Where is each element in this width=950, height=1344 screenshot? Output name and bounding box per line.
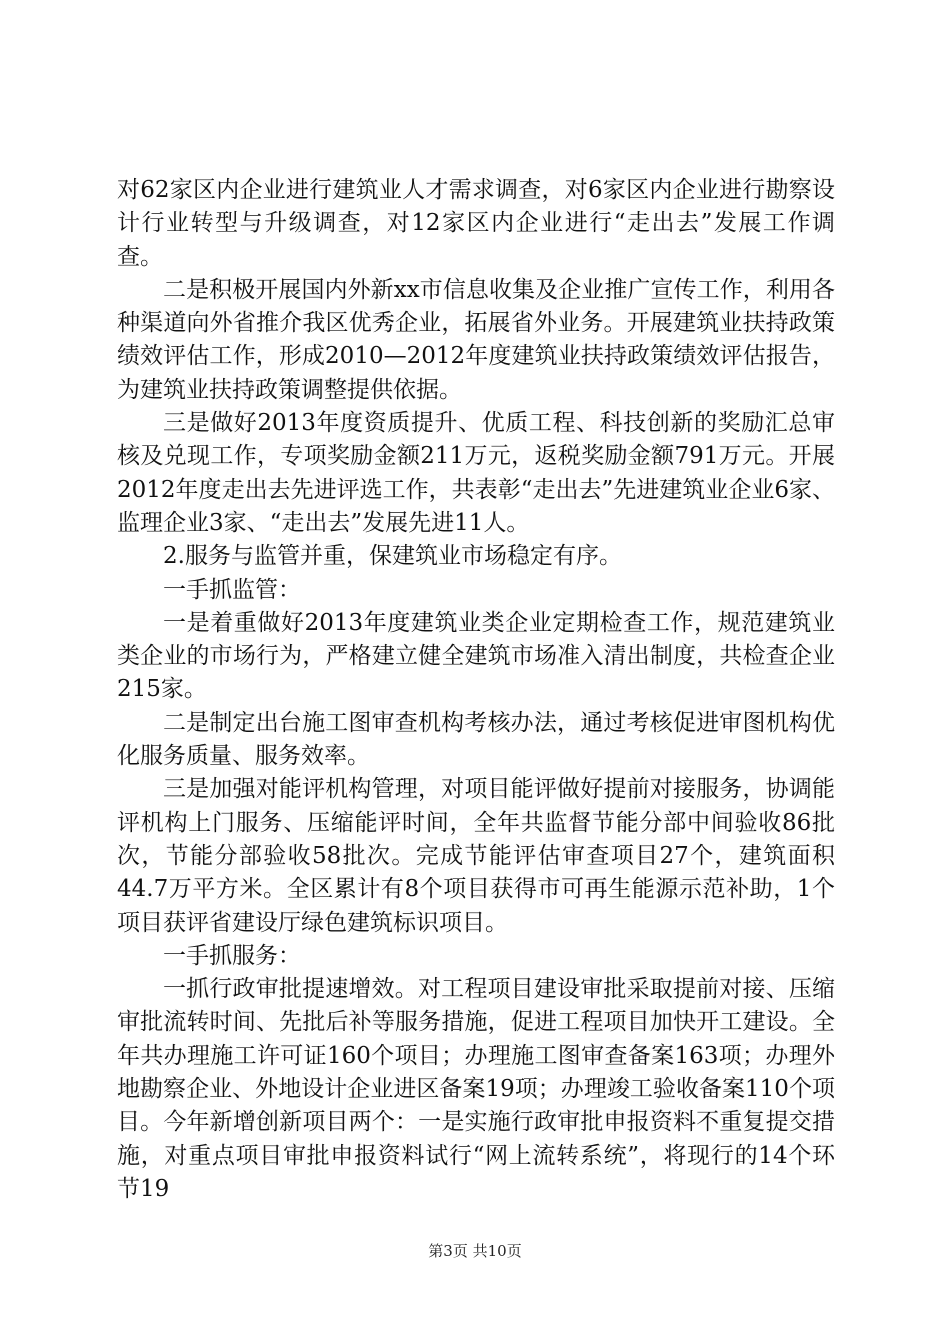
paragraph: 二是积极开展国内外新xx市信息收集及企业推广宣传工作，利用各种渠道向外省推介我区优秀企业，拓展省外业务。开展建筑业扶持政策绩效评估工作，形成2010—2012年度建筑业扶持政策绩效评估报告，为建筑业扶持政策调整提供依据。 <box>117 276 835 403</box>
paragraph: 一抓行政审批提速增效。对工程项目建设审批采取提前对接、压缩审批流转时间、先批后补等服务措施，促进工程项目加快开工建设。全年共办理施工许可证160个项目；办理施工图审查备案163项；办理外地勘察企业、外地设计企业进区备案19项；办理竣工验收备案110个项目。今年新增创新项目两个：一是实施行政审批申报资料不重复提交措施，对重点项目审批申报资料试行“网上流转系统”，将现行的14个环节19 <box>117 976 835 1202</box>
document-body <box>117 174 835 1206</box>
paragraph: 三是加强对能评机构管理，对项目能评做好提前对接服务，协调能评机构上门服务、压缩能评时间，全年共监督节能分部中间验收86批次，节能分部验收58批次。完成节能评估审查项目27个，建筑面积44.7万平方米。全区累计有8个项目获得市可再生能源示范补助，1个项目获评省建设厅绿色建筑标识项目。 <box>117 776 835 936</box>
paragraph: 一是着重做好2013年度建筑业类企业定期检查工作，规范建筑业类企业的市场行为，严格建立健全建筑市场准入清出制度，共检查企业215家。 <box>117 609 835 703</box>
subsection-heading: 一手抓监管： <box>163 576 301 603</box>
page-number-footer: 第3页 共10页 <box>428 1242 522 1260</box>
paragraph: 二是制定出台施工图审查机构考核办法，通过考核促进审图机构优化服务质量、服务效率。 <box>117 709 835 770</box>
section-heading: 2.服务与监管并重，保建筑业市场稳定有序。 <box>163 543 622 570</box>
paragraph: 对62家区内企业进行建筑业人才需求调查，对6家区内企业进行勘察设计行业转型与升级调查，对12家区内企业进行“走出去”发展工作调查。 <box>117 177 835 270</box>
paragraph: 三是做好2013年度资质提升、优质工程、科技创新的奖励汇总审核及兑现工作，专项奖励金额211万元，返税奖励金额791万元。开展2012年度走出去先进评选工作，共表彰“走出去”先进建筑业企业6家、监理企业3家、“走出去”发展先进11人。 <box>117 410 835 536</box>
subsection-heading: 一手抓服务： <box>163 942 301 969</box>
